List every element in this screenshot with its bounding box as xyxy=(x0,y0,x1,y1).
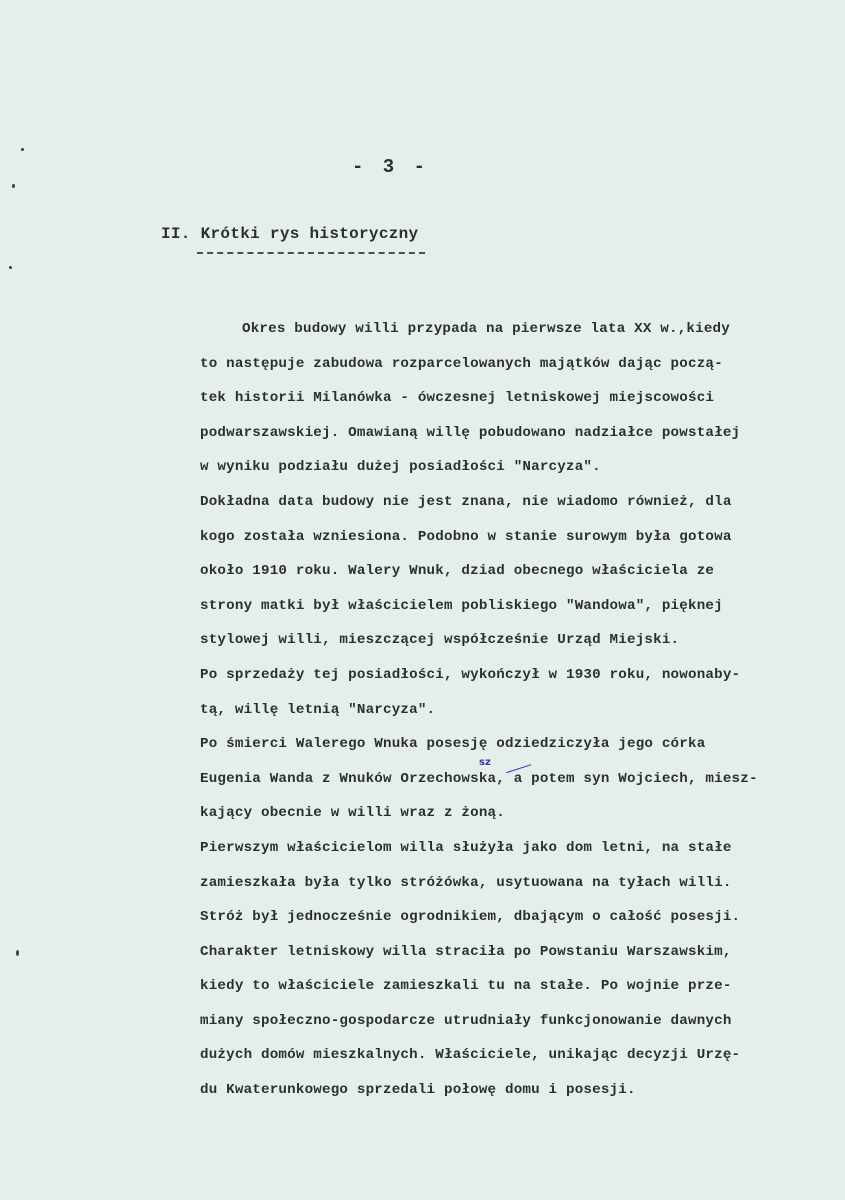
text-line: kający obecnie w willi wraz z żoną. xyxy=(200,805,505,822)
text-line: Okres budowy willi przypada na pierwsze lata XX w.,kiedy xyxy=(242,321,730,337)
text-line: stylowej willi, mieszczącej współcześnie Urząd Miejski. xyxy=(200,632,680,649)
handwritten-correction: sz xyxy=(479,757,491,768)
page-number: - 3 - xyxy=(352,156,430,178)
text-line: strony matki był właścicielem pobliskiego "Wandowa", pięknej xyxy=(200,597,723,614)
text-line: miany społeczno-gospodarcze utrudniały funkcjonowanie dawnych xyxy=(200,1012,732,1029)
text-line: zamieszkała była tylko stróżówka, usytuowana na tyłach willi. xyxy=(200,874,732,891)
title-underline xyxy=(197,252,425,254)
text-line: Pierwszym właścicielom willa służyła jako dom letni, na stałe xyxy=(200,839,732,856)
text-line: w wyniku podziału dużej posiadłości "Narcyza". xyxy=(200,459,601,476)
text-line: kiedy to właściciele zamieszkali tu na stałe. Po wojnie prze- xyxy=(200,978,732,995)
text-line: tą, willę letnią "Narcyza". xyxy=(200,701,436,718)
margin-speck xyxy=(21,148,24,151)
margin-speck xyxy=(12,184,15,188)
text-line: około 1910 roku. Walery Wnuk, dziad obecnego właściciela ze xyxy=(200,563,715,580)
margin-speck xyxy=(16,950,19,956)
text-line: tek historii Milanówka - ówczesnej letniskowej miejscowości xyxy=(200,390,715,407)
text-line: kogo została wzniesiona. Podobno w stanie surowym była gotowa xyxy=(200,528,732,545)
text-line: Eugenia Wanda z Wnuków Orzechowska, a potem syn Wojciech, miesz- xyxy=(200,770,758,787)
text-line: du Kwaterunkowego sprzedali połowę domu i posesji. xyxy=(200,1082,636,1099)
text-line: Charakter letniskowy willa straciła po Powstaniu Warszawskim, xyxy=(200,943,732,960)
text-line: Stróż był jednocześnie ogrodnikiem, dbającym o całość posesji. xyxy=(200,909,741,926)
text-line: to następuje zabudowa rozparcelowanych majątków dając począ- xyxy=(200,355,723,372)
text-line: Po sprzedaży tej posiadłości, wykończył w 1930 roku, nowonaby- xyxy=(200,666,741,683)
text-line: Po śmierci Walerego Wnuka posesję odziedziczyła jego córka xyxy=(200,736,706,753)
margin-speck xyxy=(9,266,12,269)
text-line: podwarszawskiej. Omawianą willę pobudowano nadziałce powstałej xyxy=(200,424,741,441)
text-line: Dokładna data budowy nie jest znana, nie wiadomo również, dla xyxy=(200,493,732,510)
section-title: II. Krótki rys historyczny xyxy=(161,225,419,243)
text-line: dużych domów mieszkalnych. Właściciele, unikając decyzji Urzę- xyxy=(200,1047,741,1064)
body-text xyxy=(200,312,830,1108)
